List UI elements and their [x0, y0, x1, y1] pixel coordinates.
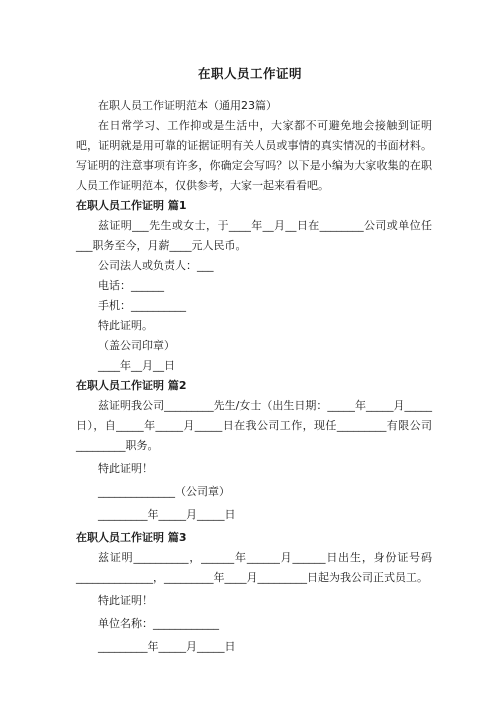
section-heading-3: 在职人员工作证明 篇3 — [76, 531, 187, 544]
section2-body: 兹证明我公司_________先生/女士（出生日期：_____年_____月_____日），自_____年_____月_____日在我公司工作，现任_________有限公司_________职务。 — [76, 399, 432, 452]
section3-date: _________年_____月_____日 — [98, 640, 236, 653]
page-title: 在职人员工作证明 — [197, 66, 302, 81]
section2-hereby: 特此证明！ — [98, 462, 153, 475]
section3-body: 兹证明__________，______年______月______日出生，身份证号码______________，_________年____月_________日起为我公司正式员工。 — [76, 551, 432, 584]
section3-hereby: 特此证明！ — [98, 594, 153, 607]
section1-hereby: 特此证明。 — [98, 319, 153, 332]
section1-mobile: 手机：__________ — [98, 299, 186, 312]
section2-seal: ______________（公司章） — [98, 485, 230, 498]
document-body — [76, 96, 432, 657]
section-heading-1: 在职人员工作证明 篇1 — [76, 199, 187, 212]
section2-date: _________年_____月_____日 — [98, 508, 236, 521]
section1-legal-rep: 公司法人或负责人：___ — [98, 259, 214, 272]
section1-body: 兹证明___先生或女士，于____年__月__日在________公司或单位任___职务至今，月薪____元人民币。 — [76, 219, 432, 252]
section3-unit: 单位名称：____________ — [98, 617, 219, 630]
section1-date: ____年__月__日 — [98, 359, 175, 372]
section1-seal: （盖公司印章） — [98, 339, 175, 352]
intro-subtitle: 在职人员工作证明范本（通用23篇） — [98, 99, 277, 112]
section-heading-2: 在职人员工作证明 篇2 — [76, 379, 187, 392]
section1-phone: 电话：______ — [98, 279, 164, 292]
intro-paragraph: 在日常学习、工作抑或是生活中，大家都不可避免地会接触到证明吧，证明就是用可靠的证据证明有关人员或事情的真实情况的书面材料。写证明的注意事项有许多，你确定会写吗？以下是小编为大家收集的在职人员工作证明范本，仅供参考，大家一起来看看吧。 — [76, 119, 432, 192]
